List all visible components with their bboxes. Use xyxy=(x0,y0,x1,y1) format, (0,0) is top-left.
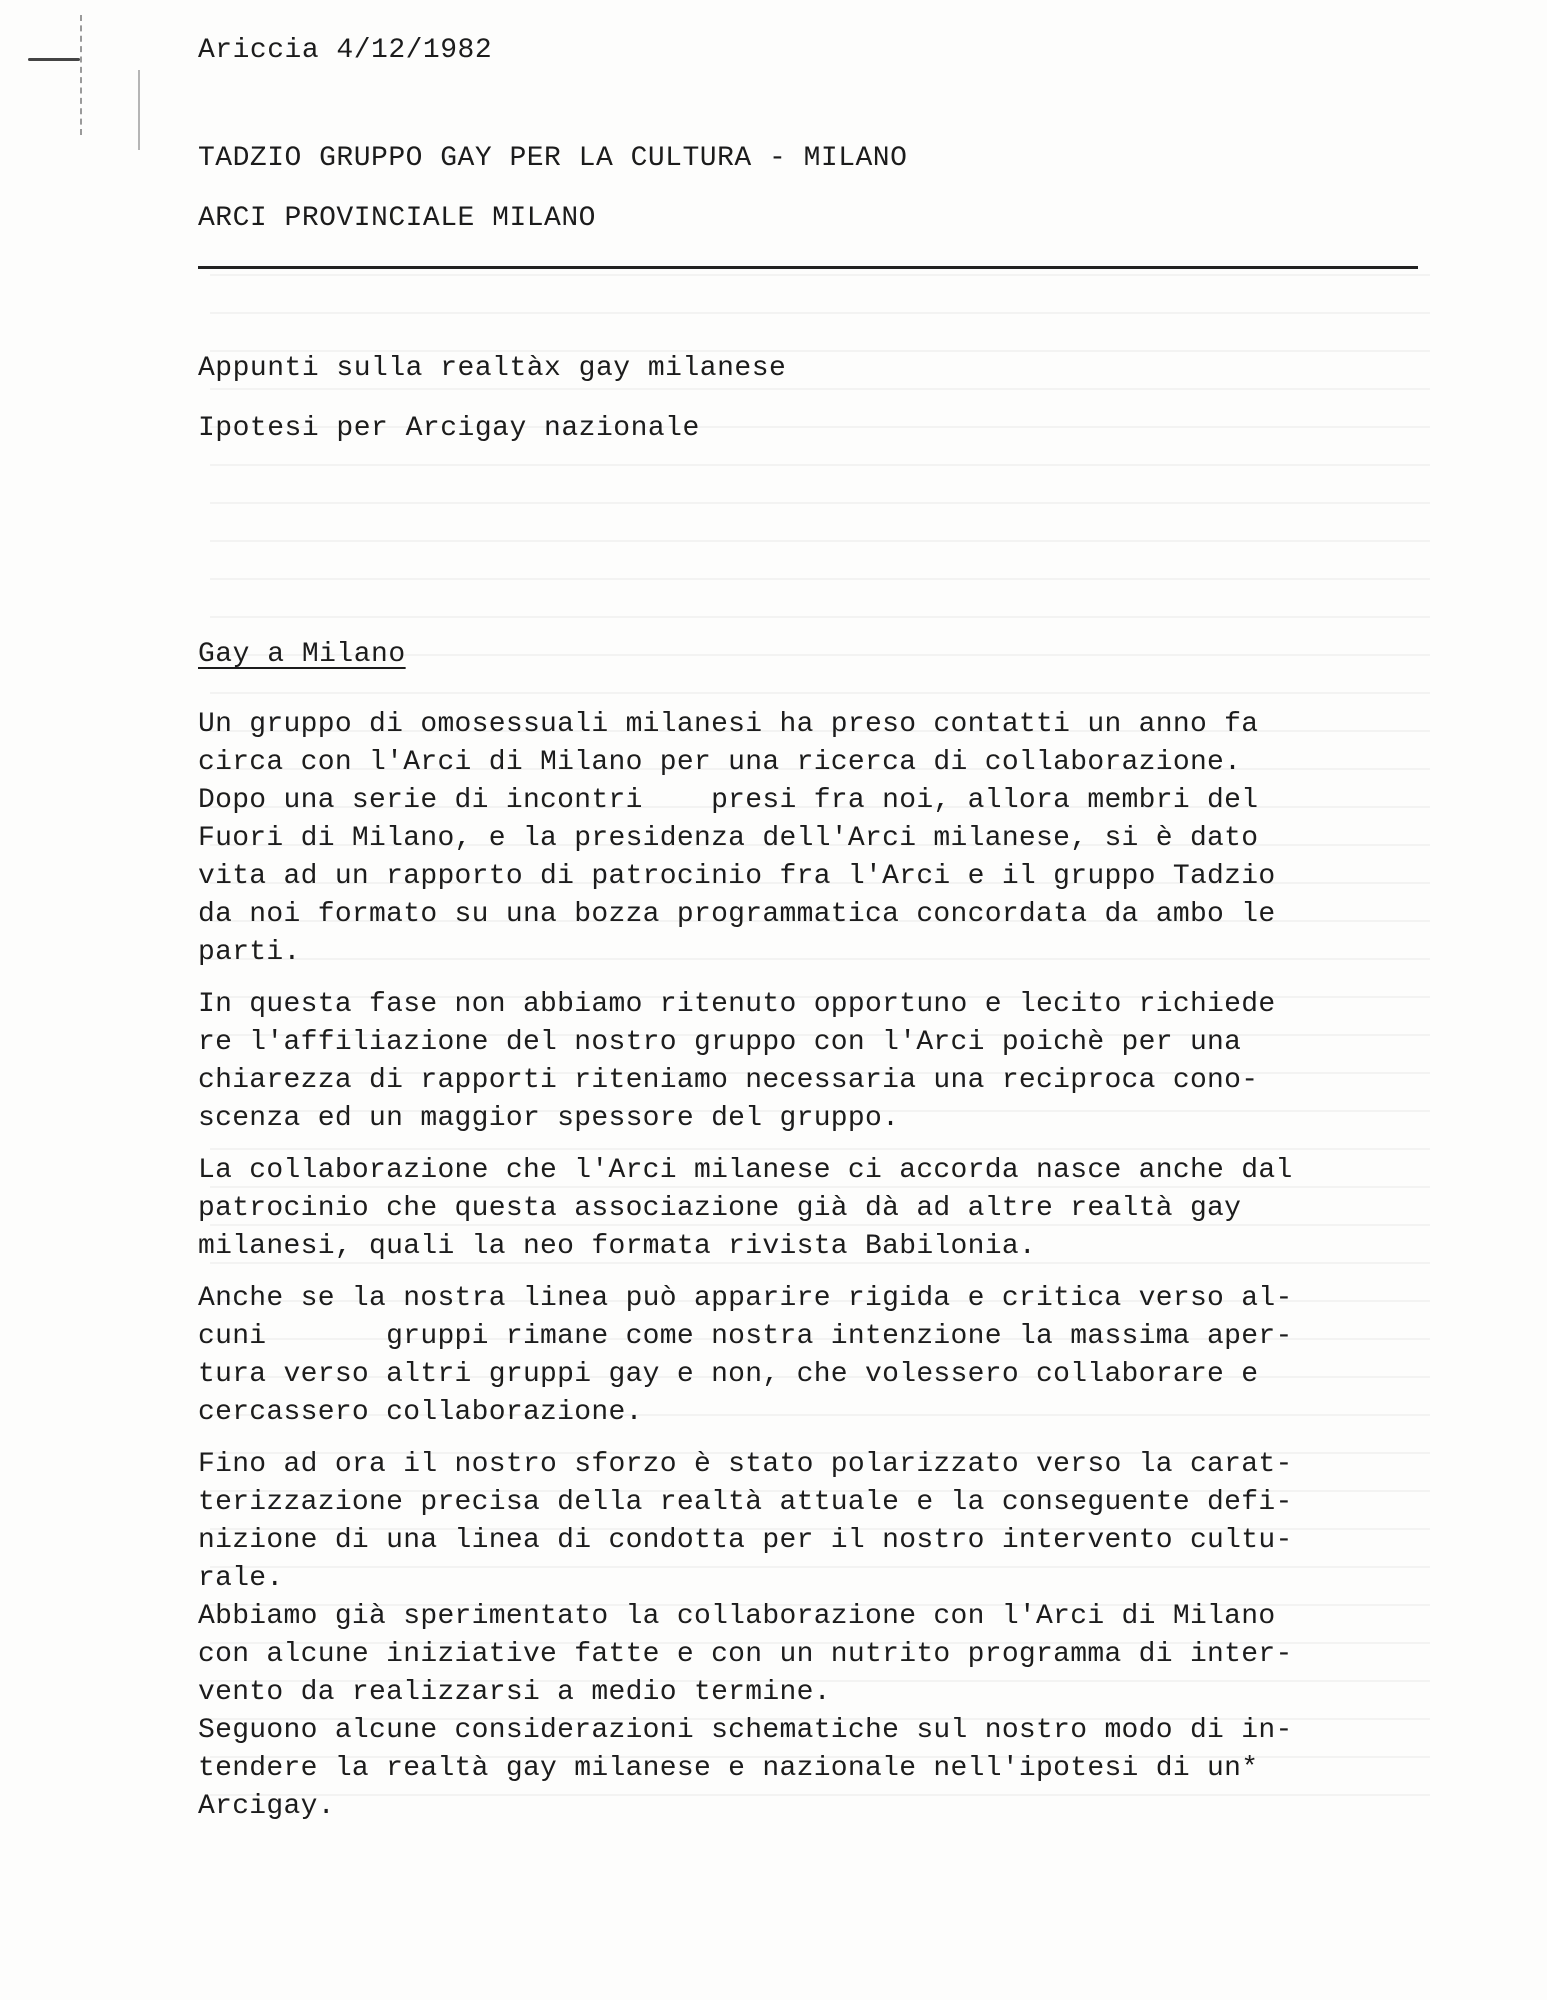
subject-line-2: Ipotesi per Arcigay nazionale xyxy=(198,413,700,444)
subject-line-1: Appunti sulla realtàx gay milanese xyxy=(198,353,787,384)
margin-fold-line xyxy=(80,15,84,135)
paragraph: Anche se la nostra linea può apparire rigida e critica verso al- cuni gruppi rimane come nostra intenzione la massima aper- tura verso altri gruppi gay e non, che volessero collaborare e cercassero collaborazione. xyxy=(198,1283,1293,1428)
organization-name-arci: ARCI PROVINCIALE MILANO xyxy=(198,203,596,234)
margin-mark xyxy=(28,58,80,61)
paragraph: La collaborazione che l'Arci milanese ci accorda nasce anche dal patrocinio che questa associazione già dà ad altre realtà gay milanesi, quali la neo formata rivista Babilonia. xyxy=(198,1155,1293,1262)
margin-fold-line-secondary xyxy=(138,70,142,150)
section-body xyxy=(198,706,1438,1826)
header-divider xyxy=(198,266,1418,269)
paragraph: Abbiamo già sperimentato la collaborazione con l'Arci di Milano con alcune iniziative fatte e con un nutrito programma di inter- vento da realizzarsi a medio termine. xyxy=(198,1601,1293,1708)
organization-name-tadzio: TADZIO GRUPPO GAY PER LA CULTURA - MILANO xyxy=(198,143,908,174)
document-date: Ariccia 4/12/1982 xyxy=(198,35,493,66)
paragraph: Fino ad ora il nostro sforzo è stato polarizzato verso la carat- terizzazione precisa della realtà attuale e la conseguente defi- nizione di una linea di condotta per il nostro intervento cultu- rale. xyxy=(198,1449,1293,1594)
section-title: Gay a Milano xyxy=(198,639,406,670)
paragraph: Un gruppo di omosessuali milanesi ha preso contatti un anno fa circa con l'Arci di Milano per una ricerca di collaborazione. Dopo una serie di incontri presi fra noi, allora membri del Fuori di Milano, e la presidenza dell'Arci milanese, si è dato vita ad un rapporto di patrocinio fra l'Arci e il gruppo Tadzio da noi formato su una bozza programmatica concordata da ambo le parti. xyxy=(198,709,1276,968)
paragraph: Seguono alcune considerazioni schematiche sul nostro modo di in- tendere la realtà gay milanese e nazionale nell'ipotesi di un* Arcigay. xyxy=(198,1715,1293,1822)
paragraph: In questa fase non abbiamo ritenuto opportuno e lecito richiede re l'affiliazione del nostro gruppo con l'Arci poichè per una chiarezza di rapporti riteniamo necessaria una reciproca cono- scenza ed un maggior spessore del gruppo. xyxy=(198,989,1276,1134)
